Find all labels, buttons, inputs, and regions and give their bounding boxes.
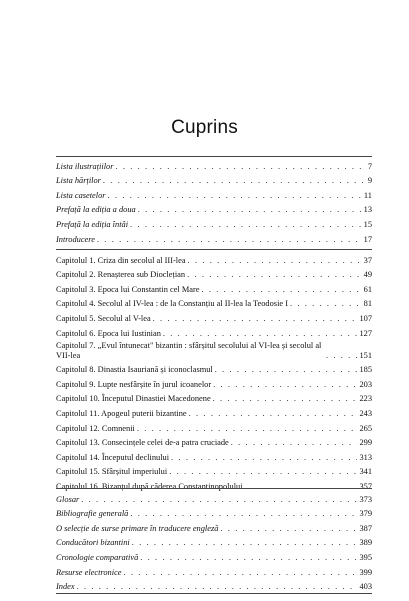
toc-entry-label: Capitolul 9. Lupte nesfârșite în jurul icoanelor <box>56 379 212 389</box>
toc-entry[interactable] <box>56 505 372 520</box>
toc-entry-page: 389 <box>359 538 372 548</box>
leader-dots <box>290 299 362 309</box>
toc-entry-label: Lista hărților <box>56 176 101 186</box>
leader-dots <box>188 256 362 266</box>
leader-dots <box>108 191 362 201</box>
leader-dots <box>81 495 357 505</box>
toc-entry-page: 399 <box>359 567 372 577</box>
chapters-list <box>56 251 372 492</box>
toc-entry[interactable] <box>56 375 372 390</box>
toc-entry[interactable] <box>56 295 372 310</box>
toc-entry[interactable] <box>56 463 372 478</box>
toc-entry[interactable] <box>56 309 372 324</box>
toc-entry-label: Capitolul 5. Secolul al V-lea <box>56 313 151 323</box>
page-title: Cuprins <box>171 117 238 138</box>
leader-dots <box>202 285 362 295</box>
toc-entry[interactable] <box>56 324 372 339</box>
toc-entry-page: 7 <box>367 161 372 171</box>
toc-entry-page: 203 <box>359 379 372 389</box>
toc-entry-page: 107 <box>359 313 372 323</box>
toc-entry-label: Capitolul 12. Comnenii <box>56 423 135 433</box>
toc-entry-page: 15 <box>363 219 372 229</box>
toc-entry-page: 243 <box>359 408 372 418</box>
toc-entry-page: 49 <box>363 270 372 280</box>
toc-entry-label: Glosar <box>56 494 80 504</box>
toc-entry-label: Capitolul 2. Renașterea sub Dioclețian <box>56 270 186 280</box>
toc-entry-label: Lista casetelor <box>56 190 106 200</box>
toc-entry-page: 11 <box>363 190 372 200</box>
toc-entry[interactable] <box>56 448 372 463</box>
toc-entry[interactable] <box>56 157 372 172</box>
toc-entry[interactable] <box>56 390 372 405</box>
divider-back-matter <box>56 488 372 489</box>
toc-entry-page: 37 <box>363 255 372 265</box>
toc-entry[interactable] <box>56 201 372 216</box>
toc-entry[interactable] <box>56 548 372 563</box>
toc-entry-page: 265 <box>359 423 372 433</box>
leader-dots <box>326 351 357 361</box>
toc-entry[interactable] <box>56 172 372 187</box>
leader-dots <box>231 438 358 448</box>
leader-dots <box>153 314 358 324</box>
toc-entry[interactable] <box>56 534 372 549</box>
toc-entry-label: Capitolul 16. Bizanțul după căderea Constantinopolului <box>56 481 243 491</box>
leader-dots <box>213 394 358 404</box>
toc-entry[interactable] <box>56 578 372 593</box>
leader-dots <box>213 380 357 390</box>
toc-entry-label: Capitolul 7. „Evul întunecat" bizantin : sfârșitul secolului al VI-lea și secolul al VII-lea <box>56 340 322 360</box>
toc-entry-label: Capitolul 6. Epoca lui Iustinian <box>56 328 161 338</box>
toc-entry-label: Capitolul 11. Apogeul puterii bizantine <box>56 408 187 418</box>
toc-entry-page: 387 <box>359 523 372 533</box>
toc-entry[interactable] <box>56 251 372 266</box>
toc-entry-label: Resurse electronice <box>56 567 122 577</box>
toc-entry[interactable] <box>56 563 372 578</box>
toc-entry[interactable] <box>56 519 372 534</box>
leader-dots <box>115 162 365 172</box>
toc-entry[interactable] <box>56 404 372 419</box>
toc-entry-page: 17 <box>363 234 372 244</box>
toc-entry-page: 341 <box>359 467 372 477</box>
toc-entry[interactable] <box>56 490 372 505</box>
toc-entry-label: Introducere <box>56 234 95 244</box>
toc-entry[interactable] <box>56 339 372 361</box>
back-matter-list <box>56 490 372 592</box>
leader-dots <box>169 467 357 477</box>
leader-dots <box>77 582 358 592</box>
toc-entry-page: 379 <box>359 509 372 519</box>
toc-entry[interactable] <box>56 215 372 230</box>
toc-entry-label: Lista ilustrațiilor <box>56 161 114 171</box>
toc-entry-label: Capitolul 15. Sfârșitul imperiului <box>56 467 168 477</box>
toc-entry-label: Capitolul 10. Începutul Dinastiei Macedonene <box>56 394 211 404</box>
toc-entry-page: 223 <box>359 394 372 404</box>
divider-bottom <box>56 593 372 594</box>
leader-dots <box>140 553 357 563</box>
leader-dots <box>163 329 358 339</box>
toc-entry-label: Capitolul 4. Secolul al IV-lea : de la Constanțiu al II-lea la Teodosie I <box>56 299 288 309</box>
toc-entry-page: 299 <box>359 438 372 448</box>
toc-entry[interactable] <box>56 266 372 281</box>
toc-entry-page: 9 <box>367 176 372 186</box>
toc-entry-label: Capitolul 8. Dinastia Isauriană și iconoclasmul <box>56 365 213 375</box>
toc-entry[interactable] <box>56 434 372 449</box>
leader-dots <box>220 524 357 534</box>
toc-entry-label: Cronologie comparativă <box>56 552 139 562</box>
toc-entry-page: 13 <box>363 205 372 215</box>
toc-entry-page: 61 <box>363 284 372 294</box>
toc-entry-label: Prefață la ediția întâi <box>56 219 129 229</box>
toc-entry-page: 151 <box>359 350 372 360</box>
leader-dots <box>130 220 362 230</box>
divider-chapters <box>56 249 372 250</box>
toc-entry-label: Capitolul 1. Criza din secolul al III-lea <box>56 255 186 265</box>
toc-entry[interactable] <box>56 230 372 245</box>
toc-entry-page: 81 <box>363 299 372 309</box>
toc-entry-label: Capitolul 13. Consecințele celei de-a patra cruciade <box>56 438 229 448</box>
front-matter-list <box>56 157 372 245</box>
toc-entry-page: 313 <box>359 452 372 462</box>
leader-dots <box>137 424 358 434</box>
toc-entry-page: 373 <box>359 494 372 504</box>
leader-dots <box>187 270 362 280</box>
toc-entry-page: 395 <box>359 552 372 562</box>
leader-dots <box>138 205 362 215</box>
leader-dots <box>215 365 358 375</box>
leader-dots <box>189 409 358 419</box>
toc-entry-label: Capitolul 14. Începutul declinului <box>56 452 170 462</box>
toc-entry-page: 403 <box>359 582 372 592</box>
leader-dots <box>124 568 358 578</box>
toc-entry[interactable] <box>56 361 372 376</box>
leader-dots <box>130 509 357 519</box>
toc-entry-label: Bibliografie generală <box>56 509 129 519</box>
toc-entry[interactable] <box>56 419 372 434</box>
toc-entry-label: Index <box>56 582 75 592</box>
toc-entry-label: O selecție de surse primare în traducere engleză <box>56 523 219 533</box>
toc-entry-label: Prefață la ediția a doua <box>56 205 136 215</box>
leader-dots <box>132 538 358 548</box>
toc-entry-label: Conducători bizantini <box>56 538 130 548</box>
toc-entry[interactable] <box>56 280 372 295</box>
toc-entry[interactable] <box>56 186 372 201</box>
toc-entry-label: Capitolul 3. Epoca lui Constantin cel Mare <box>56 284 200 294</box>
toc-entry-page: 127 <box>359 328 372 338</box>
toc-entry-page: 357 <box>359 481 372 491</box>
leader-dots <box>171 453 357 463</box>
leader-dots <box>97 235 362 245</box>
toc-entry-page: 185 <box>359 365 372 375</box>
leader-dots <box>103 176 366 186</box>
